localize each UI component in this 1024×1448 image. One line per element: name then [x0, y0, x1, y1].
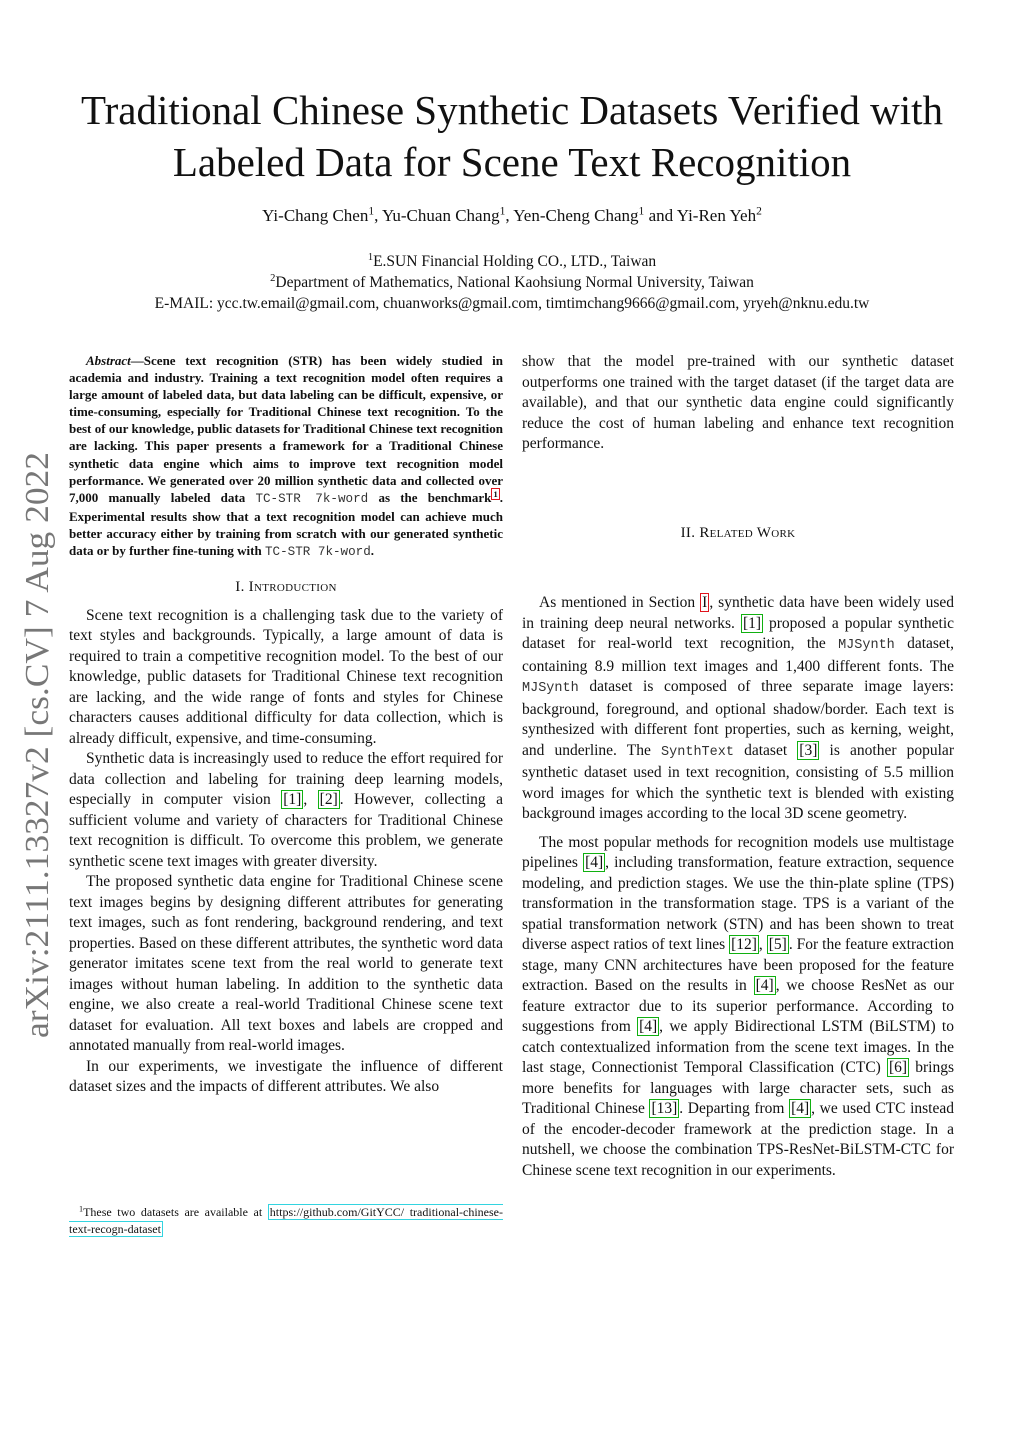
- citation-link[interactable]: [4]: [585, 854, 604, 871]
- right-column: [522, 352, 954, 1181]
- left-column: [69, 352, 503, 1098]
- title-line-2: Labeled Data for Scene Text Recognition: [172, 139, 852, 185]
- section-heading-related-work: II. Related Work: [680, 524, 796, 541]
- citation-link[interactable]: [5]: [768, 936, 787, 953]
- citation-link[interactable]: [2]: [319, 791, 338, 809]
- author-name: Yu-Chuan Chang: [382, 206, 500, 225]
- dataset-name: MJSynth: [522, 681, 579, 696]
- author-name: Yi-Ren Yeh: [676, 206, 757, 225]
- citation-link[interactable]: [1]: [742, 614, 762, 632]
- intro-paragraph: In our experiments, we investigate the influence of different dataset sizes and the impacts of different attributes. We also: [69, 1057, 503, 1096]
- author-affiliation-mark: 1: [638, 204, 645, 218]
- author-affiliation-mark: 1: [499, 204, 506, 218]
- citation-link[interactable]: [6]: [889, 1059, 908, 1076]
- author-affiliation-mark: 1: [368, 204, 375, 218]
- citation-link[interactable]: [4]: [791, 1100, 810, 1117]
- footnote-mark: 1: [79, 1204, 84, 1214]
- paper-title: [40, 84, 984, 188]
- citation-link[interactable]: [4]: [639, 1018, 658, 1035]
- footnote-link[interactable]: 1: [493, 488, 498, 499]
- title-line-1: Traditional Chinese Synthetic Datasets Verified with: [80, 87, 944, 133]
- author-list: Yi-Chang Chen$^1$, Yu-Chuan Chang$^1$, Yen-Cheng Chang$^1$ and Yi-Ren Yeh$^2$: [262, 204, 762, 225]
- arxiv-identifier: [14, 450, 58, 1040]
- dataset-name: SynthText: [661, 744, 734, 760]
- arxiv-identifier-text: arXiv:2111.13327v2 [cs.CV] 7 Aug 2022: [19, 475, 56, 1038]
- author-affiliation-mark: 2: [756, 204, 762, 218]
- citation-link[interactable]: [3]: [799, 741, 818, 759]
- affiliation-2: $^2$Department of Mathematics, National Kaohsiung Normal University, Taiwan: [270, 273, 754, 291]
- related-paragraph: The most popular methods for recognition models use multistage pipelines [4] , including transformation, feature extraction, sequence modeling, and prediction stages. We use the thin-plate spline (TPS) transformation in the transformation stage. TPS is a variant of the spatial transformation network (STN) and has been shown to treat diverse aspect ratios of text lines [12] , [5] . For the feature extraction stage, many CNN architectures have been proposed for the feature extraction. Based on the results in [4] , we choose ResNet as our feature extractor due to its superior performance. According to suggestions from [4] , we apply Bidirectional LSTM (BiLSTM) to catch contextualized information from the scene text images. In the last stage, Connectionist Temporal Classification (CTC) [6] brings more benefits for languages with large character sets, such as Traditional Chinese [13] . Departing from [4] , we used CTC instead of the encoder-decoder framework at the prediction stage. In a nutshell, we choose the combination TPS-ResNet-BiLSTM-CTC for Chinese scene text recognition in our experiments.: [522, 833, 955, 1179]
- dataset-name: TC-STR 7k-word: [264, 545, 371, 560]
- intro-paragraph: The proposed synthetic data engine for Traditional Chinese scene text images begins by designing different attributes for generating text images, such as font rendering, background rendering, and text properties. Based on these different attributes, the synthetic word data generator imitates scene text from the real world to generate text images without human labeling. In addition to the synthetic data engine, we also create a real-world Traditional Chinese scene text dataset for evaluation. All text boxes and labels are cropped and annotated manually from real-world images.: [69, 873, 503, 1055]
- abstract-label: Abstract: [86, 353, 131, 368]
- footnote: $^1$These two datasets are available at https://github.com/GitYCC/ traditional-chinese-text-recogn-dataset: [69, 1204, 503, 1236]
- citation-link[interactable]: [13]: [651, 1100, 678, 1117]
- intro-paragraph: Synthetic data is increasingly used to reduce the effort required for data collection and labeling for training deep learning models, especially in computer vision [1] , [2] . However, collecting a sufficient volume and variety of characters for Traditional Chinese text recognition is difficult. To overcome this problem, we generate synthetic scene text images with greater diversity.: [69, 750, 504, 870]
- body-paragraph: show that the model pre-trained with our synthetic dataset outperforms one trained with the target dataset (if the target data are available), and that our synthetic data engine could significantly reduce the cost of human labeling and enhance text recognition performance.: [522, 353, 954, 452]
- related-paragraph: As mentioned in Section I , synthetic data have been widely used in training deep neural networks. [1] proposed a popular synthetic dataset for real-world text recognition, the MJSynth dataset, containing 8.9 million text images and 1,400 different fonts. The MJSynth dataset is composed of three separate image layers: background, foreground, and optional shadow/border. Each text is synthesized with different font properties, such as kerning, weight, and underline. The SynthText dataset [3] is another popular synthetic dataset used in text recognition, consisting of 5.5 million word images for which the synthetic text is blended with existing background images according to the local 3D scene geometry.: [522, 594, 955, 822]
- dataset-name: MJSynth: [838, 638, 895, 653]
- affiliation-1: $^1$E.SUN Financial Holding CO., LTD., Taiwan: [367, 252, 657, 270]
- email-line: E-MAIL: ycc.tw.email@gmail.com, chuanworks@gmail.com, timtimchang9666@gmail.com, yryeh@nknu.edu.tw: [154, 295, 870, 312]
- intro-paragraph: Scene text recognition is a challenging task due to the variety of text styles and backgrounds. Typically, a large amount of data is required to train a competitive recognition model. To the best of our knowledge, public datasets for Traditional Chinese text recognition are lacking, and the wide range of fonts and styles for Chinese characters causes additional difficulty for data collection, which is already difficult, expensive, and time-consuming.: [69, 606, 503, 747]
- citation-link[interactable]: [4]: [755, 977, 774, 994]
- author-name: Yi-Chang Chen: [262, 206, 369, 225]
- citation-link[interactable]: [12]: [731, 936, 757, 953]
- citation-link[interactable]: [1]: [283, 791, 302, 809]
- section-heading-introduction: I. Introduction: [235, 579, 337, 596]
- section-link[interactable]: I: [702, 594, 708, 611]
- author-name: Yen-Cheng Chang: [513, 206, 639, 225]
- dataset-url-link[interactable]: https://github.com/GitYCC/ traditional-chinese-text-recogn-dataset: [69, 1205, 503, 1236]
- dataset-name: TC-STR 7k-word: [255, 491, 369, 506]
- abstract: Abstract—Scene text recognition (STR) has been widely studied in academia and industry. Training a text recognition model often requires a large amount of labeled data, but data labeling can be difficult, expensive, or time-consuming, especially for Traditional Chinese text recognition. To the best of our knowledge, public datasets for Traditional Chinese text recognition are lacking. This paper presents a framework for a Traditional Chinese synthetic data engine which aims to improve text recognition model performance. We generated over 20 million synthetic data and collected over 7,000 manually labeled data TC-STR 7k-word as the benchmark $^1$ . Experimental results show that a text recognition model can achieve much better accuracy either by training from scratch with our generated synthetic data or by further fine-tuning with TC-STR 7k-word.: [69, 353, 503, 560]
